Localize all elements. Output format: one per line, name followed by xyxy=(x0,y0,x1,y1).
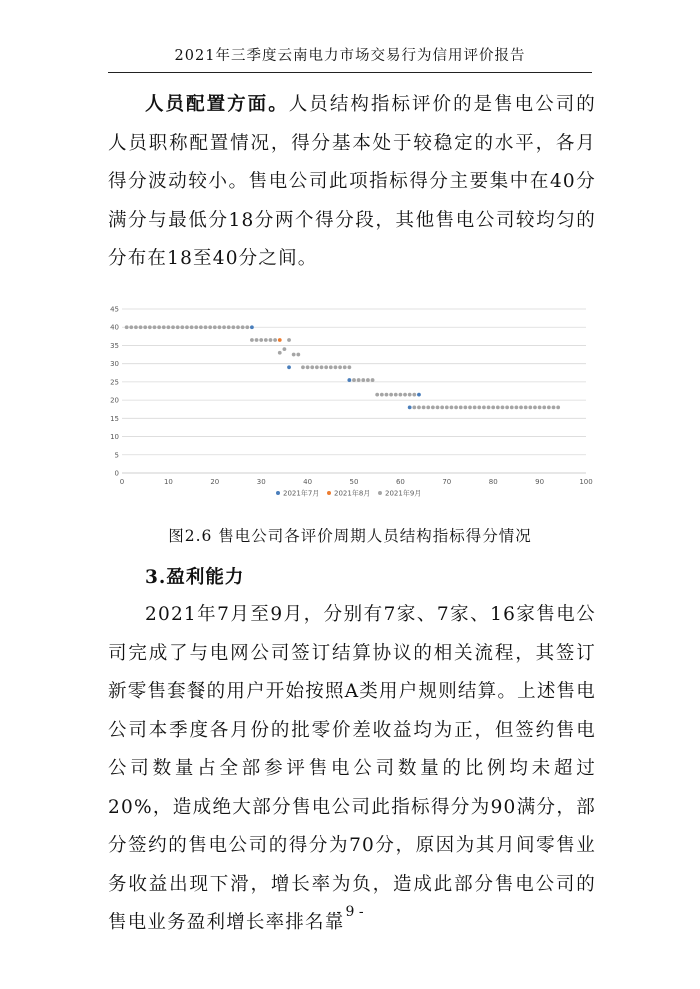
x-tick-label: 90 xyxy=(535,478,545,486)
data-point xyxy=(176,325,180,329)
data-point xyxy=(213,325,217,329)
x-tick-label: 80 xyxy=(488,478,498,486)
legend-marker xyxy=(327,491,331,495)
data-point xyxy=(524,406,528,410)
data-point xyxy=(199,325,203,329)
y-tick-label: 30 xyxy=(110,360,119,369)
data-point xyxy=(450,406,454,410)
y-tick-label: 15 xyxy=(110,414,119,423)
chart-legend xyxy=(276,489,421,498)
x-tick-label: 70 xyxy=(442,478,452,486)
data-point xyxy=(222,325,226,329)
data-point xyxy=(515,406,519,410)
data-point xyxy=(320,365,324,369)
data-point xyxy=(361,378,365,382)
data-point xyxy=(185,325,189,329)
running-header: 2021年三季度云南电力市场交易行为信用评价报告 xyxy=(174,48,526,64)
data-point xyxy=(315,365,319,369)
data-point xyxy=(129,325,133,329)
y-tick-label: 5 xyxy=(114,451,119,460)
data-point xyxy=(445,406,449,410)
data-point xyxy=(385,393,389,397)
data-point xyxy=(556,406,560,410)
paragraph-profitability: 2021年7月至9月，分别有7家、7家、16家售电公司完成了与电网公司签订结算协议的相关流程，其签订新零售套餐的用户开始按照A类用户规则结算。上述售电公司本季度各月份的批零价差收益均为正，但签约售电公司数量占全部参评售电公司数量的比例均未超过20%，造成绝大部分售电公司此指标得分为90满分，部分签约的售电公司的得分为70分，原因为其月间零售业务收益出现下滑，增长率为负，造成此部分售电公司的售电业务盈利增长率排名靠 xyxy=(108,604,596,933)
data-point xyxy=(412,393,416,397)
data-point xyxy=(375,393,379,397)
legend-label: 2021年7月 xyxy=(283,489,320,498)
data-point xyxy=(468,406,472,410)
data-point xyxy=(292,353,296,357)
legend-marker xyxy=(276,491,280,495)
data-point xyxy=(153,325,157,329)
data-point xyxy=(162,325,166,329)
y-tick-label: 35 xyxy=(110,341,119,350)
data-point xyxy=(510,406,514,410)
data-point xyxy=(542,406,546,410)
x-axis-ticks xyxy=(120,478,593,486)
data-point xyxy=(264,338,268,342)
data-point xyxy=(394,393,398,397)
data-point xyxy=(148,325,152,329)
data-point xyxy=(301,365,305,369)
data-point xyxy=(459,406,463,410)
data-point xyxy=(194,325,198,329)
data-point xyxy=(399,393,403,397)
data-point xyxy=(250,325,254,329)
data-point xyxy=(417,406,421,410)
data-point xyxy=(454,406,458,410)
y-tick-label: 0 xyxy=(114,469,119,478)
data-point xyxy=(347,378,351,382)
data-point xyxy=(167,325,171,329)
data-point xyxy=(338,365,342,369)
data-point xyxy=(190,325,194,329)
data-point xyxy=(357,378,361,382)
data-point xyxy=(269,338,273,342)
data-point xyxy=(366,378,370,382)
data-point xyxy=(134,325,138,329)
legend-marker xyxy=(378,491,382,495)
x-tick-label: 60 xyxy=(395,478,405,486)
chart-points xyxy=(125,325,560,409)
data-point xyxy=(538,406,542,410)
data-point xyxy=(208,325,212,329)
data-point xyxy=(408,393,412,397)
data-point xyxy=(371,378,375,382)
page-number: - 9 - xyxy=(336,904,364,920)
chart-gridlines xyxy=(122,309,586,473)
data-point xyxy=(236,325,240,329)
x-tick-label: 0 xyxy=(119,478,125,486)
data-point xyxy=(426,406,430,410)
data-point xyxy=(324,365,328,369)
data-point xyxy=(287,365,291,369)
data-point xyxy=(231,325,235,329)
data-point xyxy=(306,365,310,369)
data-point xyxy=(491,406,495,410)
legend-label: 2021年8月 xyxy=(334,489,371,498)
data-point xyxy=(273,338,277,342)
data-point xyxy=(296,353,300,357)
data-point xyxy=(482,406,486,410)
data-point xyxy=(496,406,500,410)
data-point xyxy=(259,338,263,342)
paragraph-lead: 人员配置方面。 xyxy=(145,94,289,115)
data-point xyxy=(143,325,147,329)
staffing-score-scatter-chart xyxy=(108,296,593,501)
x-tick-label: 100 xyxy=(579,478,593,486)
x-tick-label: 30 xyxy=(256,478,266,486)
y-tick-label: 10 xyxy=(110,433,119,442)
data-point xyxy=(519,406,523,410)
y-tick-label: 25 xyxy=(110,378,119,387)
data-point xyxy=(473,406,477,410)
data-point xyxy=(287,338,291,342)
x-tick-label: 50 xyxy=(349,478,359,486)
data-point xyxy=(487,406,491,410)
x-tick-label: 20 xyxy=(210,478,220,486)
data-point xyxy=(329,365,333,369)
data-point xyxy=(227,325,231,329)
data-point xyxy=(245,325,249,329)
y-tick-label: 20 xyxy=(110,396,119,405)
data-point xyxy=(255,338,259,342)
data-point xyxy=(241,325,245,329)
data-point xyxy=(157,325,161,329)
data-point xyxy=(218,325,222,329)
section-title: 3.盈利能力 xyxy=(145,567,245,588)
data-point xyxy=(310,365,314,369)
y-tick-label: 40 xyxy=(110,323,119,332)
data-point xyxy=(533,406,537,410)
legend-label: 2021年9月 xyxy=(385,489,422,498)
data-point xyxy=(528,406,532,410)
data-point xyxy=(422,406,426,410)
data-point xyxy=(343,365,347,369)
data-point xyxy=(505,406,509,410)
data-point xyxy=(139,325,143,329)
data-point xyxy=(463,406,467,410)
data-point xyxy=(278,338,282,342)
paragraph-staffing xyxy=(108,86,596,279)
data-point xyxy=(417,393,421,397)
data-point xyxy=(283,347,287,351)
data-point xyxy=(403,393,407,397)
y-axis-ticks xyxy=(110,306,119,478)
data-point xyxy=(431,406,435,410)
data-point xyxy=(501,406,505,410)
data-point xyxy=(352,378,356,382)
data-point xyxy=(250,338,254,342)
data-point xyxy=(204,325,208,329)
header-divider xyxy=(108,72,592,73)
data-point xyxy=(347,365,351,369)
data-point xyxy=(180,325,184,329)
x-tick-label: 40 xyxy=(303,478,313,486)
figure-caption: 图2.6 售电公司各评价周期人员结构指标得分情况 xyxy=(168,527,532,545)
data-point xyxy=(436,406,440,410)
data-point xyxy=(278,351,282,355)
data-point xyxy=(477,406,481,410)
data-point xyxy=(412,406,416,410)
data-point xyxy=(547,406,551,410)
data-point xyxy=(380,393,384,397)
data-point xyxy=(334,365,338,369)
data-point xyxy=(408,406,412,410)
data-point xyxy=(552,406,556,410)
paragraph-text: 人员结构指标评价的是售电公司的人员职称配置情况，得分基本处于较稳定的水平，各月得分波动较小。售电公司此项指标得分主要集中在40分满分与最低分18分两个得分段，其他售电公司较均匀的分布在18至40分之间。 xyxy=(108,94,596,269)
data-point xyxy=(125,325,129,329)
x-tick-label: 10 xyxy=(163,478,173,486)
data-point xyxy=(389,393,393,397)
data-point xyxy=(440,406,444,410)
y-tick-label: 45 xyxy=(110,305,119,314)
data-point xyxy=(171,325,175,329)
